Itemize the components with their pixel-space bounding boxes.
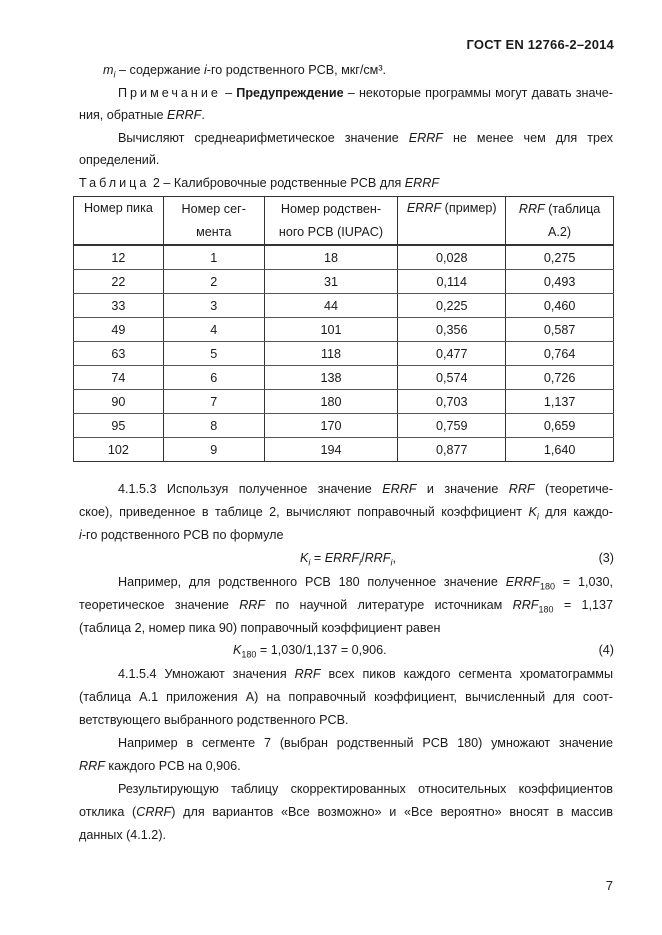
note-dash: – — [220, 86, 237, 100]
formula-4-number: (4) — [598, 643, 614, 657]
col-header-peak — [74, 197, 164, 246]
caption-errf: ERRF — [404, 176, 440, 190]
ex2-rrf-2: RRF — [512, 598, 539, 612]
var-m-sub: i — [113, 69, 116, 80]
col-header-errf — [398, 197, 506, 246]
cell-pcb: 31 — [264, 270, 398, 294]
cell-rrf: 0,587 — [506, 318, 614, 342]
col-header-peak-text: Номер пика — [83, 201, 153, 215]
f3-slash: / — [361, 551, 365, 565]
cell-pcb: 44 — [264, 294, 398, 318]
s4154-line-1 — [118, 666, 613, 682]
f3-end: , — [392, 551, 396, 565]
cell-segment: 7 — [163, 390, 264, 414]
table-row — [74, 270, 614, 294]
cell-segment: 2 — [163, 270, 264, 294]
f3-k: K — [300, 551, 309, 565]
ex2-text-b: по научной литературе источникам — [265, 598, 513, 612]
cell-pcb: 180 — [264, 390, 398, 414]
s4153-text-b: и значение — [416, 482, 509, 496]
note-text-b: ния, обратные — [79, 108, 168, 122]
table-row — [74, 438, 614, 462]
cell-segment: 1 — [163, 245, 264, 270]
s4153-line-2 — [79, 504, 613, 525]
cell-rrf: 0,659 — [506, 414, 614, 438]
cell-errf: 0,225 — [398, 294, 506, 318]
caption-text: 2 – Калибровочные родственные PCB для — [149, 176, 405, 190]
formula-4 — [233, 642, 387, 663]
table-row — [74, 318, 614, 342]
ex2-text-c: = 1,137 — [553, 598, 614, 612]
cell-errf: 0,028 — [398, 245, 506, 270]
result-line-2 — [79, 804, 613, 820]
s4154-example-1 — [118, 735, 613, 751]
col-header-segment-a: Номер сег- — [181, 201, 246, 216]
col-header-segment-b: мента — [196, 224, 232, 239]
cell-errf: 0,877 — [398, 438, 506, 462]
table-row — [74, 342, 614, 366]
f3-rrf: RRF — [364, 551, 391, 565]
s4153-text-c: (теоретиче- — [534, 482, 613, 496]
s4153-text-a: 4.1.5.3 Используя полученное значение — [118, 482, 383, 496]
s4154-text-a: 4.1.5.4 Умножают значения — [118, 667, 295, 681]
cell-rrf: 0,726 — [506, 366, 614, 390]
note-line-2 — [79, 107, 205, 123]
s4153-example-2 — [79, 597, 613, 618]
s4153-line-3 — [79, 527, 284, 543]
ex2-rrf: RRF — [239, 598, 266, 612]
def-i: i — [203, 63, 207, 77]
cell-peak: 22 — [74, 270, 164, 294]
s4153-rrf: RRF — [508, 482, 535, 496]
def-text-b: -го родственного PCB, мкг/см³. — [206, 63, 387, 77]
result-l2-text-a: отклика ( — [79, 805, 137, 819]
table-row — [74, 294, 614, 318]
cell-errf: 0,477 — [398, 342, 506, 366]
note-label: Примечание — [118, 86, 221, 100]
note-text-c: . — [201, 108, 205, 122]
cell-errf: 0,703 — [398, 390, 506, 414]
s4153-errf: ERRF — [382, 482, 417, 496]
note-errf: ERRF — [167, 108, 202, 122]
s4154-line-2 — [79, 689, 613, 705]
f4-text: = 1,030/1,137 = 0,906. — [256, 643, 387, 657]
cell-peak: 49 — [74, 318, 164, 342]
cell-segment: 5 — [163, 342, 264, 366]
cell-rrf: 0,493 — [506, 270, 614, 294]
s4154-ex1-text: Например в сегменте 7 (выбран родственный PCB 180) умножают значение — [118, 736, 613, 750]
s4154-text-b: всех пиков каждого сегмента хроматограммы — [320, 667, 613, 681]
table-row — [74, 390, 614, 414]
note-warning: Предупреждение — [236, 86, 344, 100]
cell-rrf: 0,275 — [506, 245, 614, 270]
standard-code-header: ГОСТ EN 12766-2–2014 — [466, 37, 614, 52]
def-text-a: – содержание — [115, 63, 204, 77]
result-l1-text: Результирующую таблицу скорректированных относительных коэффициентов — [118, 782, 613, 796]
col-header-pcb-b: ного PCB (IUPAC) — [278, 224, 384, 239]
cell-pcb: 118 — [264, 342, 398, 366]
table-header-row — [74, 197, 614, 246]
cell-segment: 4 — [163, 318, 264, 342]
s4153-l2-text: ское), приведенное в таблице 2, вычисляют поправочный коэффициент — [79, 505, 529, 519]
f4-sub: 180 — [241, 649, 257, 660]
cell-errf: 0,114 — [398, 270, 506, 294]
s4153-example-3: (таблица 2, номер пика 90) поправочный коэффициент равен — [79, 621, 441, 635]
f3-eq: = — [310, 551, 325, 565]
table-caption — [79, 175, 439, 191]
col-header-rrf-var: RRF — [518, 201, 545, 216]
s4153-l2-sub: i — [536, 511, 539, 522]
cell-peak: 95 — [74, 414, 164, 438]
cell-pcb: 101 — [264, 318, 398, 342]
cell-peak: 90 — [74, 390, 164, 414]
cell-pcb: 18 — [264, 245, 398, 270]
var-m: m — [103, 63, 114, 77]
cell-segment: 9 — [163, 438, 264, 462]
result-line-1 — [118, 781, 613, 797]
cell-pcb: 194 — [264, 438, 398, 462]
s4153-l2-k: K — [528, 505, 537, 519]
s4154-ex2-text: каждого PCB на 0,906. — [104, 759, 241, 773]
cell-errf: 0,759 — [398, 414, 506, 438]
s4153-l3-text: -го родственного PCB по формуле — [81, 528, 284, 542]
calc-line-1 — [118, 130, 613, 146]
cell-rrf: 1,640 — [506, 438, 614, 462]
result-line-3: данных (4.1.2). — [79, 828, 167, 842]
cell-peak: 12 — [74, 245, 164, 270]
result-l2-text-b: ) для вариантов «Все возможно» и «Все вероятно» вносят в массив — [171, 805, 613, 819]
ex2-sub: 180 — [538, 604, 554, 615]
note-line-1 — [118, 85, 613, 101]
col-header-rrf-text: (таблица — [544, 201, 601, 216]
col-header-errf-text: (пример) — [441, 201, 497, 215]
col-header-pcb — [264, 197, 398, 246]
caption-label: Таблица — [79, 176, 150, 190]
cell-rrf: 0,460 — [506, 294, 614, 318]
ex1-text-a: Например, для родственного PCB 180 полученное значение — [118, 575, 506, 589]
ex2-text-a: теоретическое значение — [79, 598, 240, 612]
cell-pcb: 170 — [264, 414, 398, 438]
col-header-rrf — [506, 197, 614, 246]
s4154-l2-text: (таблица А.1 приложения А) на поправочный коэффициент, вычисленный для соот- — [79, 690, 613, 704]
formula-3 — [300, 550, 396, 571]
cell-segment: 8 — [163, 414, 264, 438]
page-number: 7 — [605, 878, 613, 893]
col-header-segment — [163, 197, 264, 246]
s4153-example-1 — [118, 574, 613, 595]
f3-errf-sub: i — [359, 557, 362, 568]
cell-errf: 0,356 — [398, 318, 506, 342]
calc-line-2: определений. — [79, 153, 160, 167]
table-row — [74, 245, 614, 270]
s4153-l3-i: i — [79, 528, 82, 542]
cell-segment: 6 — [163, 366, 264, 390]
s4154-rrf: RRF — [294, 667, 321, 681]
table-row — [74, 414, 614, 438]
cell-peak: 74 — [74, 366, 164, 390]
result-crrf: CRRF — [136, 805, 172, 819]
s4153-l2-text-b: для каждо- — [538, 505, 614, 519]
formula-3-number: (3) — [598, 551, 614, 565]
cell-segment: 3 — [163, 294, 264, 318]
cell-rrf: 1,137 — [506, 390, 614, 414]
ex1-errf: ERRF — [505, 575, 540, 589]
cell-errf: 0,574 — [398, 366, 506, 390]
calibration-table — [73, 196, 614, 462]
s4153-line-1 — [118, 481, 613, 497]
f3-rrf-sub: i — [390, 557, 393, 568]
variable-definition — [103, 62, 386, 83]
f4-k: K — [233, 643, 242, 657]
s4154-example-2 — [79, 758, 241, 774]
calc-errf: ERRF — [408, 131, 443, 145]
calc-text-a: Вычисляют среднеарифметическое значение — [118, 131, 409, 145]
cell-peak: 33 — [74, 294, 164, 318]
cell-rrf: 0,764 — [506, 342, 614, 366]
col-header-errf-var: ERRF — [406, 201, 442, 215]
f3-errf: ERRF — [324, 551, 360, 565]
col-header-rrf-b: А.2) — [548, 224, 572, 239]
note-text-a: – некоторые программы могут давать значе- — [343, 86, 613, 100]
table-row — [74, 366, 614, 390]
col-header-pcb-a: Номер родствен- — [280, 201, 382, 216]
s4154-line-3: ветствующего выбранного родственного PCB. — [79, 713, 349, 727]
calc-text-b: не менее чем для трех — [443, 131, 613, 145]
ex1-text-b: = 1,030, — [555, 575, 613, 589]
cell-peak: 63 — [74, 342, 164, 366]
s4154-ex2-rrf: RRF — [79, 759, 105, 773]
ex1-sub: 180 — [540, 581, 556, 592]
f3-k-sub: i — [308, 557, 311, 568]
cell-peak: 102 — [74, 438, 164, 462]
cell-pcb: 138 — [264, 366, 398, 390]
